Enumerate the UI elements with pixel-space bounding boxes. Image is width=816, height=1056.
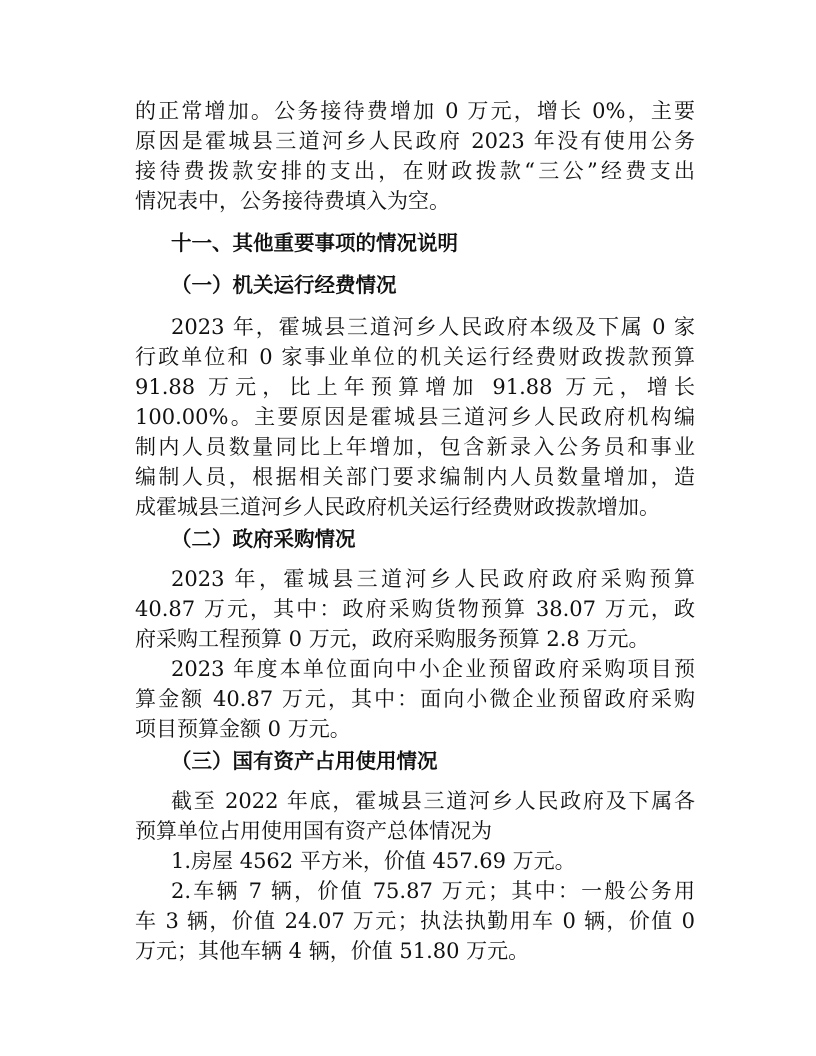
paragraph-line: 截至 2022 年底，霍城县三道河乡人民政府及下属各 [171, 789, 695, 813]
paragraph-line: 算金额 40.87 万元，其中：面向小微企业预留政府采购 [135, 687, 695, 711]
list-item: 1.房屋 4562 平方米，价值 457.69 万元。 [171, 849, 576, 873]
paragraph-line: 2023 年，霍城县三道河乡人民政府本级及下属 0 家 [171, 315, 695, 339]
list-item: 2.车辆 7 辆，价值 75.87 万元；其中：一般公务用 [171, 879, 695, 903]
paragraph-line: 2023 年，霍城县三道河乡人民政府政府采购预算 [171, 567, 695, 591]
paragraph-line: 情况表中，公务接待费填入为空。 [135, 189, 450, 213]
subsection-heading: （三）国有资产占用使用情况 [171, 749, 438, 773]
paragraph-line: 接待费拨款安排的支出，在财政拨款“三公”经费支出 [135, 159, 695, 183]
paragraph-line: 万元；其他车辆 4 辆，价值 51.80 万元。 [135, 939, 530, 963]
paragraph-line: 行政单位和 0 家事业单位的机关运行经费财政拨款预算 [135, 345, 695, 369]
paragraph-line: 成霍城县三道河乡人民政府机关运行经费财政拨款增加。 [135, 495, 660, 519]
paragraph-line: 的正常增加。公务接待费增加 0 万元，增长 0%，主要 [135, 99, 695, 123]
paragraph-line: 编制人员，根据相关部门要求编制内人员数量增加，造 [135, 465, 695, 489]
section-heading: 十一、其他重要事项的情况说明 [171, 231, 458, 255]
paragraph-line: 预算单位占用使用国有资产总体情况为 [135, 819, 492, 843]
subsection-heading: （一）机关运行经费情况 [171, 273, 397, 297]
paragraph-line: 91.88 万元，比上年预算增加 91.88 万元，增长 [135, 375, 695, 399]
subsection-heading: （二）政府采购情况 [171, 527, 356, 551]
paragraph-line: 100.00%。主要原因是霍城县三道河乡人民政府机构编 [135, 405, 695, 429]
paragraph-line: 车 3 辆，价值 24.07 万元；执法执勤用车 0 辆，价值 0 [135, 909, 695, 933]
paragraph-line: 制内人员数量同比上年增加，包含新录入公务员和事业 [135, 435, 695, 459]
paragraph-line: 原因是霍城县三道河乡人民政府 2023 年没有使用公务 [135, 129, 695, 153]
paragraph-line: 府采购工程预算 0 万元，政府采购服务预算 2.8 万元。 [135, 627, 650, 651]
paragraph-line: 40.87 万元，其中：政府采购货物预算 38.07 万元，政 [135, 597, 695, 621]
paragraph-line: 项目预算金额 0 万元。 [135, 717, 351, 741]
paragraph-line: 2023 年度本单位面向中小企业预留政府采购项目预 [171, 657, 695, 681]
